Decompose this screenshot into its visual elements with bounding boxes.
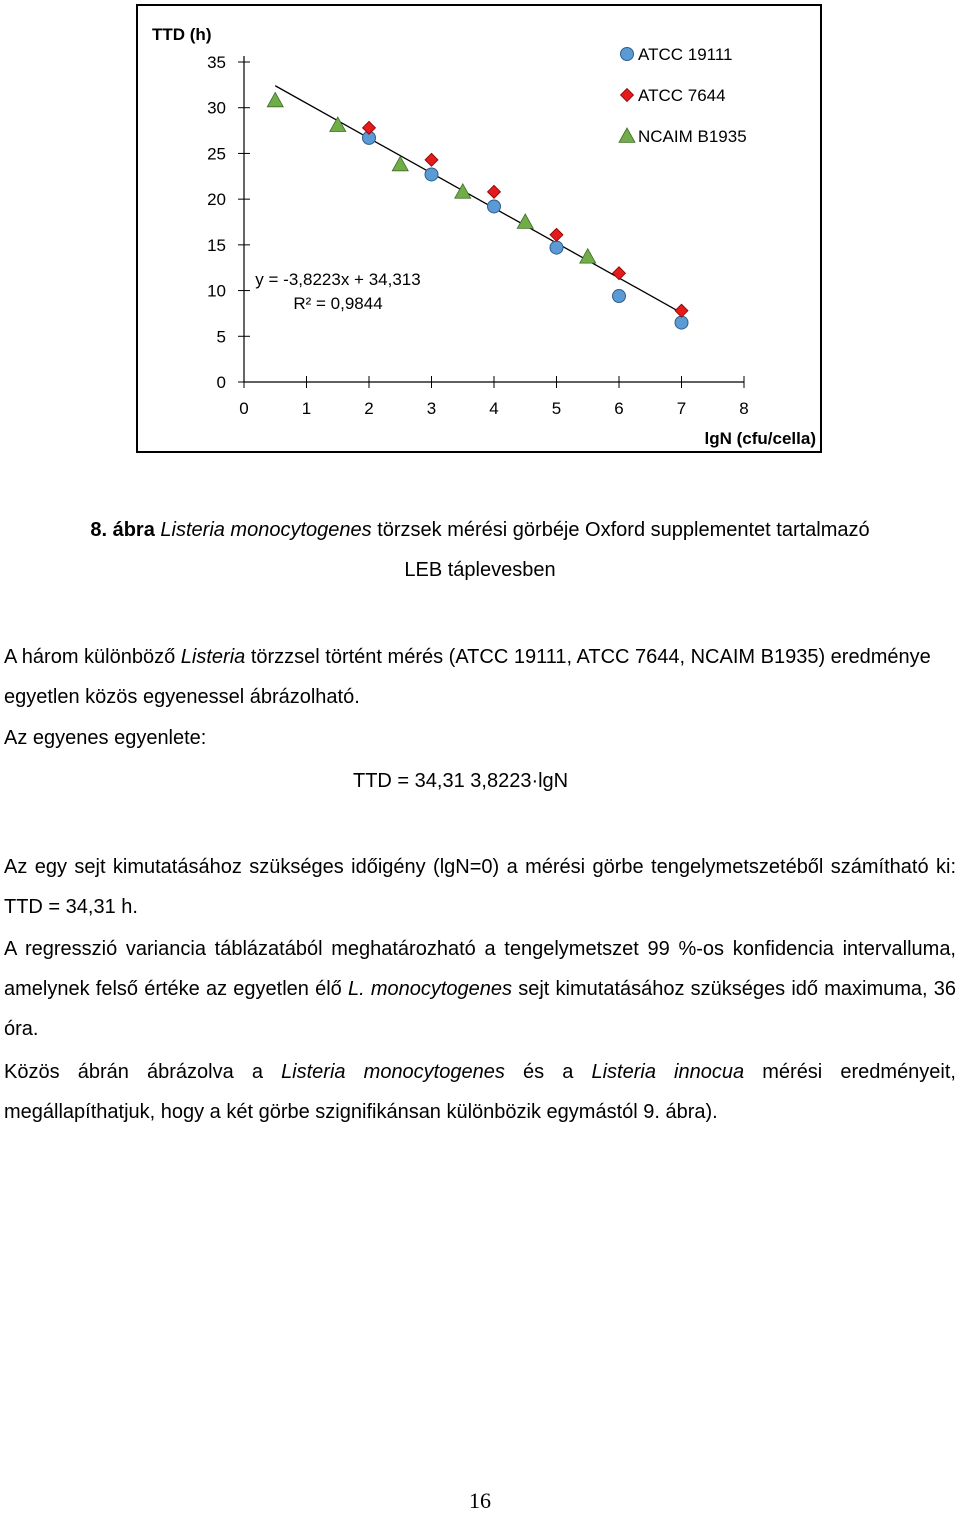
chart-svg bbox=[138, 6, 824, 455]
y-axis-title: TTD (h) bbox=[152, 25, 212, 44]
data-point-diamond bbox=[425, 153, 438, 166]
data-point-triangle bbox=[517, 214, 533, 228]
legend-marker-circle bbox=[621, 48, 634, 61]
legend-marker-diamond bbox=[621, 89, 634, 102]
x-tick-label: 4 bbox=[489, 399, 499, 418]
y-tick-label: 30 bbox=[207, 98, 226, 118]
data-point-circle bbox=[488, 200, 501, 213]
data-point-circle bbox=[550, 241, 563, 254]
data-point-diamond bbox=[675, 304, 688, 317]
x-tick-label: 6 bbox=[614, 399, 624, 418]
y-tick-label: 35 bbox=[207, 53, 226, 72]
p5-italic-2: Listeria innocua bbox=[591, 1061, 745, 1083]
paragraph-2: Az egyenes egyenlete: bbox=[4, 727, 207, 749]
p4-text-a: A regresszió variancia táblázatából meghatározható a tengelymetszet 99 %-os konfidencia intervalluma, amelynek felső értéke az egyetlen élő bbox=[4, 938, 956, 1000]
paragraph-5 bbox=[4, 1052, 956, 1132]
data-point-diamond bbox=[363, 121, 376, 134]
x-tick-label: 5 bbox=[551, 399, 562, 418]
x-axis-title: lgN (cfu/cella) bbox=[704, 429, 816, 448]
y-tick-label: 10 bbox=[207, 281, 226, 301]
x-tick-label: 7 bbox=[676, 399, 687, 418]
x-tick-label: 8 bbox=[739, 399, 749, 418]
y-tick-label: 5 bbox=[216, 327, 226, 347]
r-squared-label: R² = 0,9844 bbox=[293, 294, 383, 313]
p1-text-a: A három különböző bbox=[4, 646, 181, 668]
legend-label: ATCC 7644 bbox=[638, 86, 726, 105]
data-point-circle bbox=[675, 316, 688, 329]
data-point-circle bbox=[425, 168, 438, 181]
caption-number: 8. ábra bbox=[90, 519, 155, 541]
legend-label: NCAIM B1935 bbox=[638, 127, 747, 146]
y-tick-label: 20 bbox=[207, 190, 226, 210]
figure-caption bbox=[0, 510, 960, 590]
trend-equation-label: y = -3,8223x + 34,313 bbox=[255, 270, 421, 289]
caption-species: Listeria monocytogenes bbox=[160, 519, 372, 541]
p5-text-b: és a bbox=[504, 1061, 592, 1083]
y-tick-label: 25 bbox=[207, 144, 226, 164]
y-tick-label: 0 bbox=[216, 373, 226, 392]
caption-line2: LEB táplevesben bbox=[404, 559, 556, 581]
caption-rest: törzsek mérési görbéje Oxford supplementet tartalmazó bbox=[371, 519, 870, 541]
p4-italic: L. monocytogenes bbox=[347, 978, 513, 1000]
data-point-triangle bbox=[267, 92, 283, 106]
p5-text-c: mérési eredményeit, megállapíthatjuk, hogy a két görbe szignifikánsan különbözik egymástól 9. ábra). bbox=[4, 1061, 956, 1123]
scatter-chart bbox=[136, 4, 822, 453]
x-tick-label: 3 bbox=[426, 399, 437, 418]
data-point-diamond bbox=[613, 267, 626, 280]
data-point-triangle bbox=[455, 184, 471, 198]
p5-text-a: Közös ábrán ábrázolva a bbox=[4, 1061, 282, 1083]
p1-italic: Listeria bbox=[180, 646, 246, 668]
paragraph-4 bbox=[4, 929, 956, 1049]
paragraph-3: Az egy sejt kimutatásához szükséges időigény (lgN=0) a mérési görbe tengelymetszetéből számítható ki: TTD = 34,31 h. bbox=[4, 856, 956, 918]
x-tick-label: 1 bbox=[301, 399, 312, 418]
x-tick-label: 0 bbox=[239, 399, 249, 418]
p5-italic-1: Listeria monocytogenes bbox=[281, 1061, 505, 1083]
paragraph-1 bbox=[4, 637, 956, 717]
p1-text-b: törzzsel történt mérés (ATCC 19111, ATCC 7644, NCAIM B1935) eredménye egyetlen közös egyenessel ábrázolható. bbox=[4, 646, 931, 708]
equation: TTD = 34,31 3,8223·lgN bbox=[353, 770, 569, 792]
y-tick-label: 15 bbox=[207, 235, 226, 255]
legend-marker-triangle bbox=[619, 128, 635, 142]
p4-text-b: sejt kimutatásához szükséges idő maximuma, 36 óra. bbox=[4, 978, 957, 1040]
page-number: 16 bbox=[469, 1488, 491, 1513]
legend-label: ATCC 19111 bbox=[638, 45, 733, 64]
data-point-diamond bbox=[488, 185, 501, 198]
data-point-triangle bbox=[580, 249, 596, 263]
data-point-circle bbox=[613, 290, 626, 303]
x-tick-label: 2 bbox=[364, 399, 374, 418]
data-point-diamond bbox=[550, 228, 563, 241]
